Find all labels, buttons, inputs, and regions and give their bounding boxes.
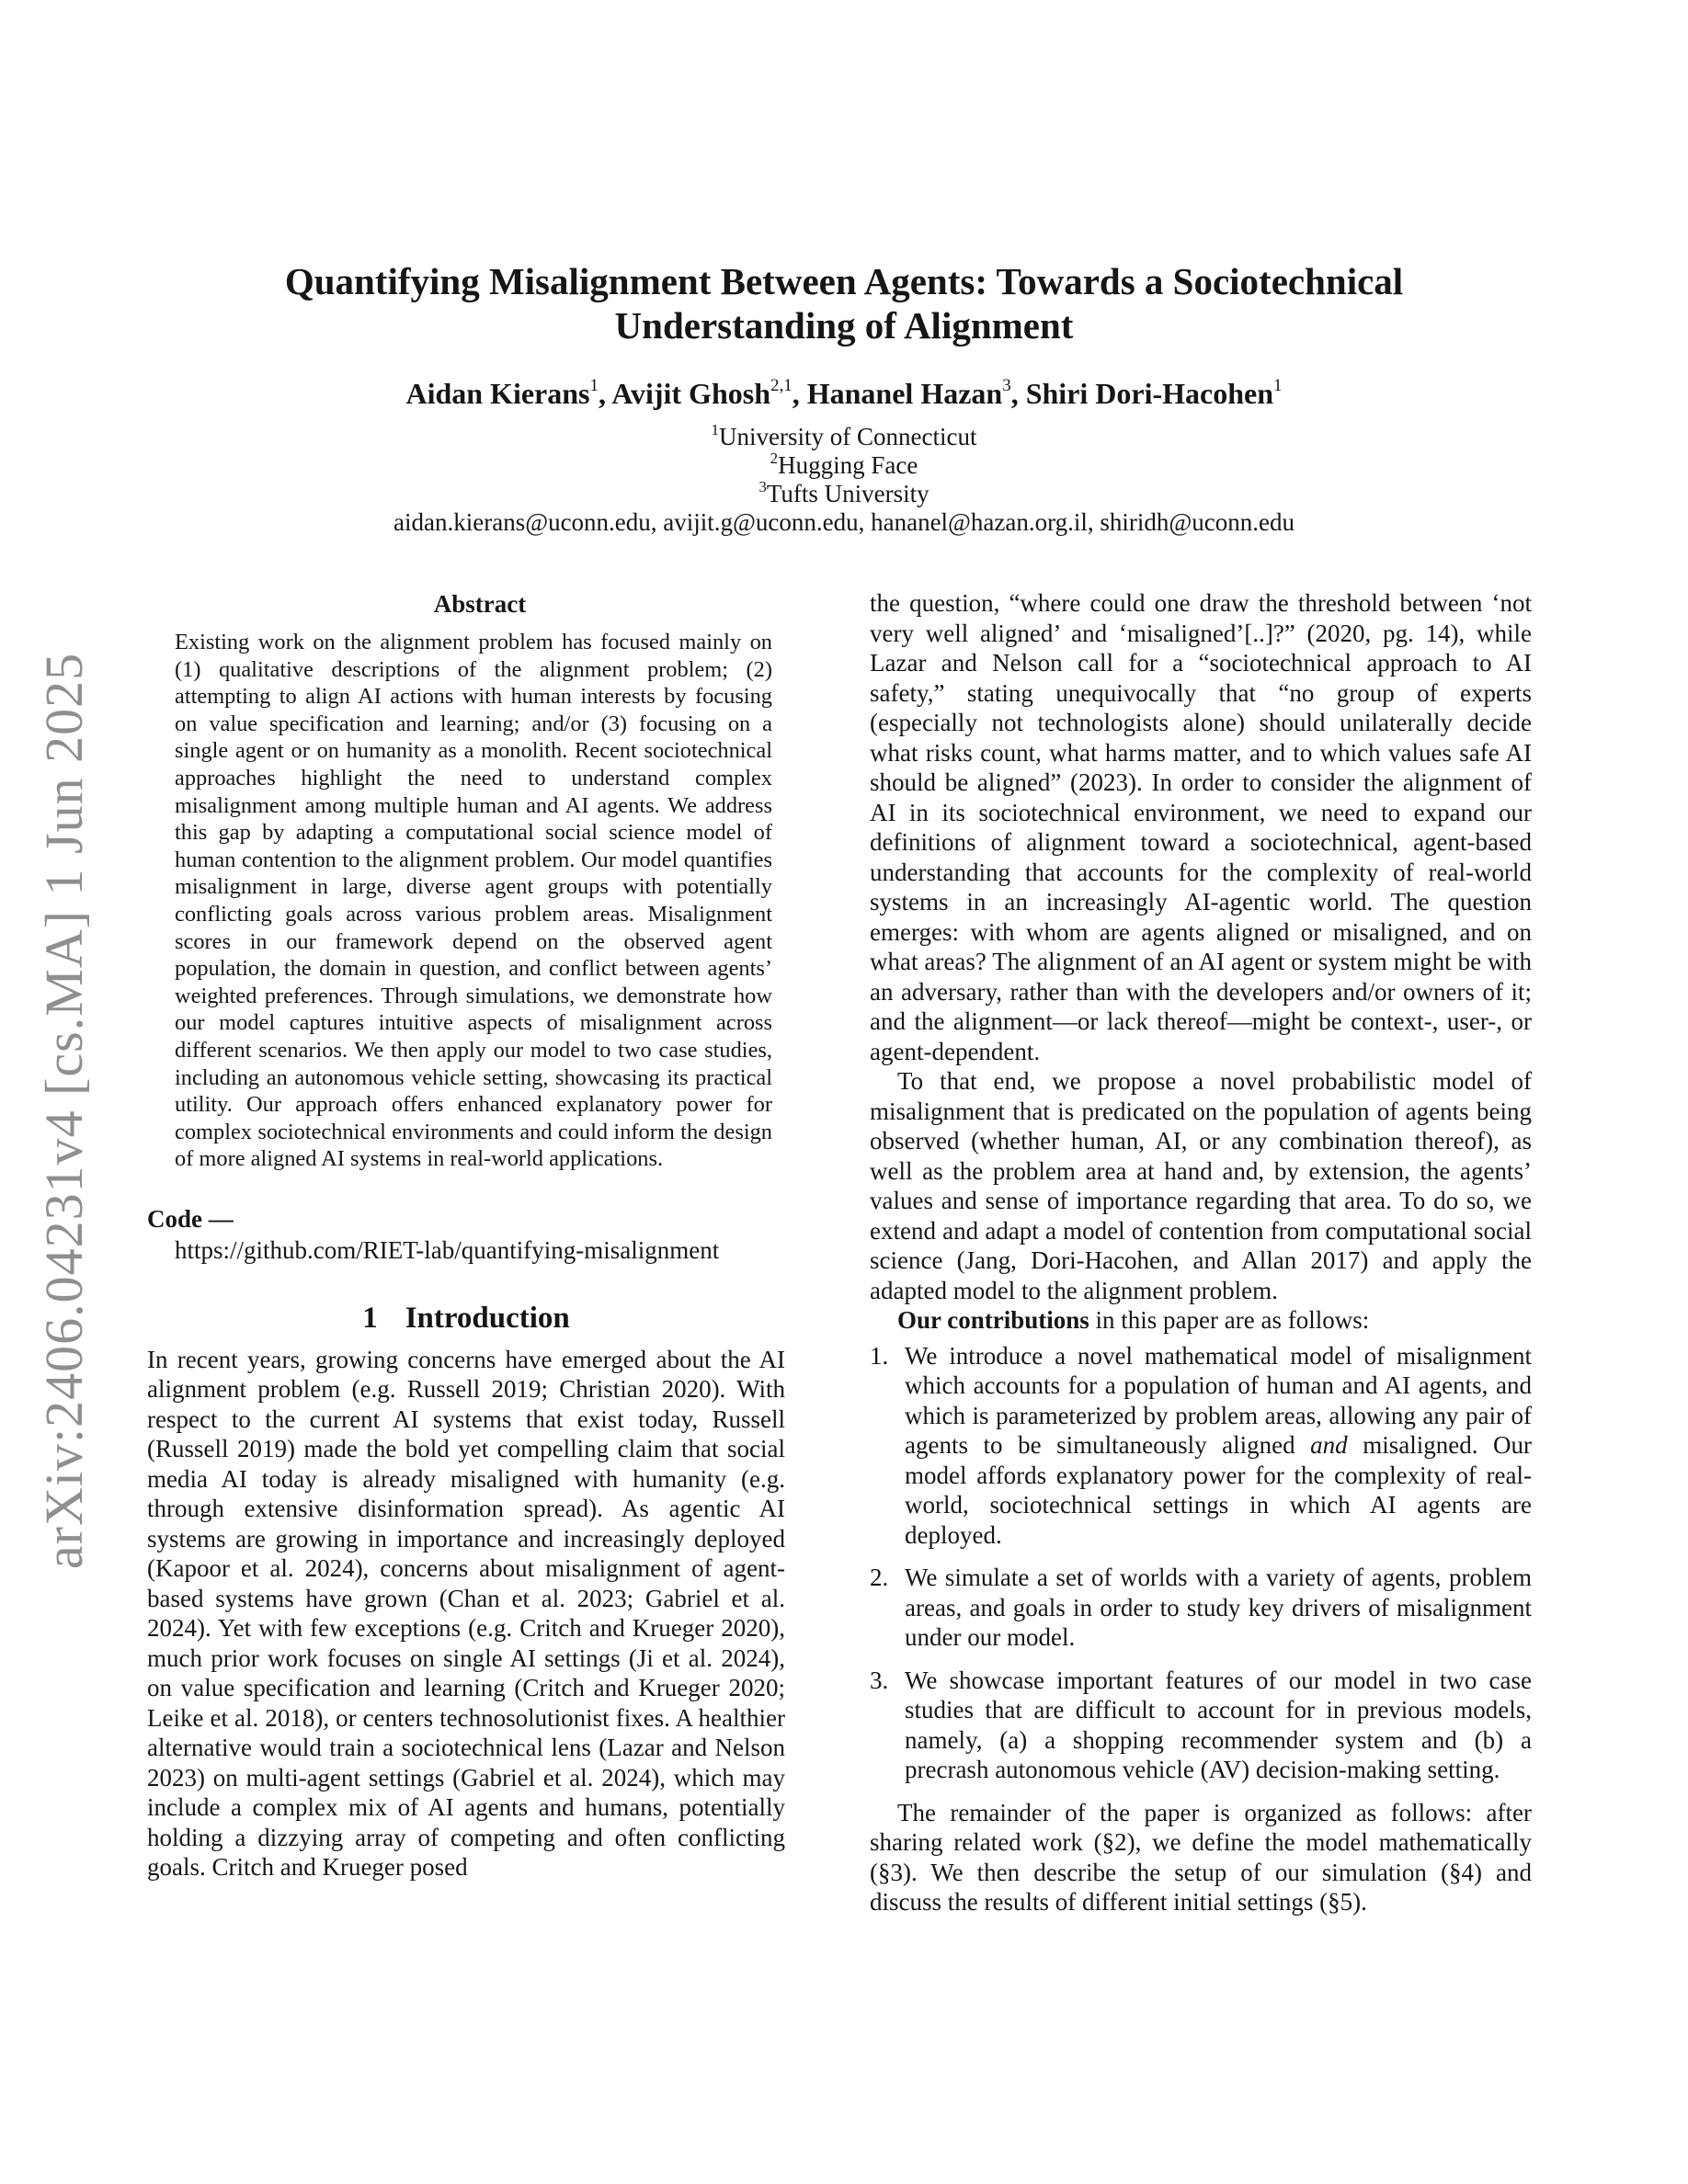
contributions-intro-text: in this paper are as follows: <box>1089 1306 1370 1334</box>
affiliation-mark: 3 <box>758 478 767 495</box>
contribution-item <box>870 1666 1532 1785</box>
arxiv-identifier-stamp <box>28 605 101 1616</box>
introduction-paragraph-2: To that end, we propose a novel probabilistic model of misalignment that is predicated on the population of agents being observed (whether human, AI, or any combination thereof), as well as the problem area at hand and, by extension, the agents’ values and sense of importance regarding that area. To do so, we extend and adapt a model of contention from computational social science (Jang, Dori-Hacohen, and Allan 2017) and apply the adapted model to the alignment problem. <box>870 1067 1532 1304</box>
author-affiliation-mark: 1 <box>1273 376 1283 395</box>
contribution-text-part: We showcase important features of our model in two case studies that are difficult to account for in previous models, namely, (a) a shopping recommender system and (b) a precrash autonomous vehicle (AV) decision-making setting. <box>905 1666 1532 1783</box>
title-line-1: Quantifying Misalignment Between Agents: Towards a Sociotechnical <box>284 260 1404 302</box>
code-repository-link[interactable]: https://github.com/RIET-lab/quantifying-misalignment <box>175 1235 720 1264</box>
introduction-paragraph-1-continued: the question, “where could one draw the threshold between ‘not very well aligned’ and ‘misaligned’[..]?” (2020, pg. 14), while Lazar and Nelson call for a “sociotechnical approach to AI safety,” stating unequivocally that “no group of experts (especially not technologists alone) should unilaterally decide what risks count, what harms matter, and to which values safe AI should be aligned” (2023). In order to consider the alignment of AI in its sociotechnical environment, we need to expand our definitions of alignment toward a sociotechnical, agent-based understanding that accounts for the complexity of real-world systems in an increasingly AI-agentic world. The question emerges: with whom are agents aligned or misaligned, and on what areas? The alignment of an AI agent or system might be with an adversary, rather than with the developers and/or owners of it; and the alignment—or lack thereof—might be context-, user-, or agent-dependent. <box>870 589 1532 1065</box>
contributions-list <box>870 1341 1532 1785</box>
affiliation-line <box>165 451 1523 480</box>
contribution-item <box>870 1563 1532 1653</box>
author-affiliation-mark: 3 <box>1002 376 1011 395</box>
author-name: Avijit Ghosh <box>611 377 770 410</box>
code-label-text: Code — <box>147 1204 234 1233</box>
affiliation-mark: 1 <box>711 421 720 438</box>
author-name: Hananel Hazan <box>806 377 1003 410</box>
author-separator: , <box>792 377 807 410</box>
arxiv-identifier-text: arXiv:2406.04231v4 [cs.MA] 1 Jun 2025 <box>34 652 95 1569</box>
contribution-text <box>905 1341 1532 1551</box>
title-line-2: Understanding of Alignment <box>614 304 1074 347</box>
contribution-number: 2. <box>870 1564 889 1591</box>
contribution-text-part: We simulate a set of worlds with a variety of agents, problem areas, and goals in order to study key drivers of misalignment under our model. <box>905 1564 1532 1651</box>
contribution-text <box>905 1666 1532 1785</box>
affiliation-mark: 2 <box>770 449 779 467</box>
abstract-heading: Abstract <box>433 590 527 618</box>
author-name: Shiri Dori-Hacohen <box>1025 377 1274 410</box>
section-heading-introduction <box>147 1302 785 1336</box>
section-title: Introduction <box>405 1301 570 1335</box>
contribution-text-part: misaligned. Our model affords explanatory power for the complexity of real-world, sociotechnical settings in which AI agents are deployed. <box>905 1431 1532 1549</box>
contribution-number: 3. <box>870 1666 889 1694</box>
author-emails: aidan.kierans@uconn.edu, avijit.g@uconn.edu, hananel@hazan.org.il, shiridh@uconn.edu <box>393 508 1295 536</box>
introduction-paragraph-3: The remainder of the paper is organized as follows: after sharing related work (§2), we define the model mathematically (§3). We then describe the setup of our simulation (§4) and discuss the results of different initial settings (§5). <box>870 1798 1532 1916</box>
affiliation-name: University of Connecticut <box>719 423 977 450</box>
code-label <box>147 1204 785 1234</box>
affiliation-line <box>165 423 1523 451</box>
author-affiliation-mark: 2,1 <box>770 376 793 395</box>
affiliation-name: Tufts University <box>766 480 930 507</box>
author-separator: , <box>1010 377 1026 410</box>
author-separator: , <box>598 377 612 410</box>
affiliation-block <box>165 423 1523 537</box>
contribution-text-part: We introduce a novel mathematical model of misalignment which accounts for a population of human and AI agents, and which is parameterized by problem areas, allowing any pair of agents to be simultaneously aligned <box>905 1341 1532 1459</box>
section-number: 1 <box>362 1301 378 1335</box>
affiliation-name: Hugging Face <box>778 451 918 479</box>
contributions-bold-label: Our contributions <box>897 1306 1089 1334</box>
contribution-item <box>870 1341 1532 1551</box>
author-name: Aidan Kierans <box>405 377 590 410</box>
abstract-body: Existing work on the alignment problem has focused mainly on (1) qualitative descriptions of the alignment problem; (2) attempting to align AI actions with human interests by focusing on value specification and learning; and/or (3) focusing on a single agent or on humanity as a monolith. Recent sociotechnical approaches highlight the need to understand complex misalignment among multiple human and AI agents. We address this gap by adapting a computational social science model of human contention to the alignment problem. Our model quantifies misalignment in large, diverse agent groups with potentially conflicting goals across various problem areas. Misalignment scores in our framework depend on the observed agent population, the domain in question, and conflict between agents’ weighted preferences. Through simulations, we demonstrate how our model captures intuitive aspects of misalignment across different scenarios. We then apply our model to two case studies, including an autonomous vehicle setting, showcasing its practical utility. Our approach offers enhanced explanatory power for complex sociotechnical environments and could inform the design of more aligned AI systems in real-world applications. <box>175 630 772 1172</box>
right-column <box>870 588 1532 1917</box>
author-list <box>165 375 1523 412</box>
affiliation-line <box>165 480 1523 508</box>
left-column <box>147 588 785 1883</box>
contribution-text <box>905 1563 1532 1653</box>
contributions-intro <box>870 1305 1532 1336</box>
author-affiliation-mark: 1 <box>589 376 599 395</box>
paper-title <box>165 259 1523 347</box>
contribution-emphasis: and <box>1310 1431 1348 1459</box>
introduction-paragraph-1: In recent years, growing concerns have emerged about the AI alignment problem (e.g. Russell 2019; Christian 2020). With respect to the current AI systems that exist today, Russell (Russell 2019) made the bold yet compelling claim that social media AI today is already misaligned with humanity (e.g. through extensive disinformation spread). As agentic AI systems are growing in importance and increasingly deployed (Kapoor et al. 2024), concerns about misalignment of agent-based systems have grown (Chan et al. 2023; Gabriel et al. 2024). Yet with few exceptions (e.g. Critch and Krueger 2020), much prior work focuses on single AI settings (Ji et al. 2024), on value specification and learning (Critch and Krueger 2020; Leike et al. 2018), or centers technosolutionist fixes. A healthier alternative would train a sociotechnical lens (Lazar and Nelson 2023) on multi-agent settings (Gabriel et al. 2024), which may include a complex mix of AI agents and humans, potentially holding a dizzying array of competing and often conflicting goals. Critch and Krueger posed <box>147 1345 785 1882</box>
contribution-number: 1. <box>870 1341 889 1370</box>
